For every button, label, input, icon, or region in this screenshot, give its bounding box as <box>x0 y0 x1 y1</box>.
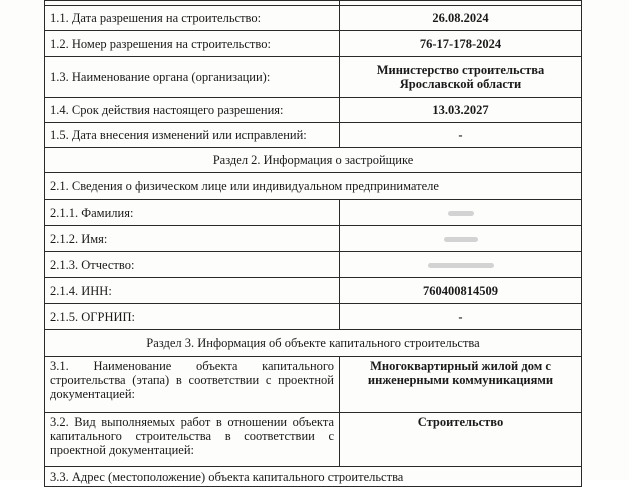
table-row-partial <box>45 467 582 487</box>
row-label: 3.1. Наименование объекта капитального строительства (этапа) в соответствии с проектной документацией: <box>45 357 340 413</box>
row-label: 1.5. Дата внесения изменений или исправлений: <box>45 123 340 148</box>
table-row <box>45 304 582 330</box>
row-value: - <box>340 304 582 330</box>
row-label: 1.3. Наименование органа (организации): <box>45 57 340 98</box>
redacted-value <box>340 226 582 252</box>
row-value: 13.03.2027 <box>340 98 582 123</box>
table-row <box>45 31 582 57</box>
row-label: 1.1. Дата разрешения на строительство: <box>45 6 340 31</box>
section-3-title: Раздел 3. Информация об объекте капитального строительства <box>45 330 582 357</box>
section-subheader-row <box>45 173 582 200</box>
row-value: Строительство <box>340 413 582 467</box>
row-label: 3.2. Вид выполняемых работ в отношении объекта капитального строительства в соответствии с проектной документацией: <box>45 413 340 467</box>
row-value: 76-17-178-2024 <box>340 31 582 57</box>
table-row <box>45 6 582 31</box>
table-row <box>45 98 582 123</box>
section-header-row <box>45 148 582 173</box>
row-label: 2.1.5. ОГРНИП: <box>45 304 340 330</box>
row-value: Министерство строительства Ярославской области <box>340 57 582 98</box>
table-row <box>45 200 582 226</box>
table-row <box>45 278 582 304</box>
row-value: 760400814509 <box>340 278 582 304</box>
table-row <box>45 413 582 467</box>
table-row <box>45 123 582 148</box>
section-header-row <box>45 330 582 357</box>
redacted-value <box>340 252 582 278</box>
section-2-subtitle: 2.1. Сведения о физическом лице или индивидуальном предпринимателе <box>45 173 582 200</box>
row-label: 2.1.2. Имя: <box>45 226 340 252</box>
row-value: 26.08.2024 <box>340 6 582 31</box>
section-2-title: Раздел 2. Информация о застройщике <box>45 148 582 173</box>
row-label: 2.1.3. Отчество: <box>45 252 340 278</box>
row-value: - <box>340 123 582 148</box>
row-label: 2.1.1. Фамилия: <box>45 200 340 226</box>
section-3-next-row: 3.3. Адрес (местоположение) объекта капитального строительства <box>45 467 582 487</box>
row-label: 1.4. Срок действия настоящего разрешения: <box>45 98 340 123</box>
row-label: 2.1.4. ИНН: <box>45 278 340 304</box>
table-row <box>45 357 582 413</box>
row-value: Многоквартирный жилой дом с инженерными коммуникациями <box>340 357 582 413</box>
redacted-value <box>340 200 582 226</box>
permit-table <box>44 0 582 487</box>
table-row <box>45 252 582 278</box>
table-row <box>45 57 582 98</box>
table-row <box>45 226 582 252</box>
row-label: 1.2. Номер разрешения на строительство: <box>45 31 340 57</box>
